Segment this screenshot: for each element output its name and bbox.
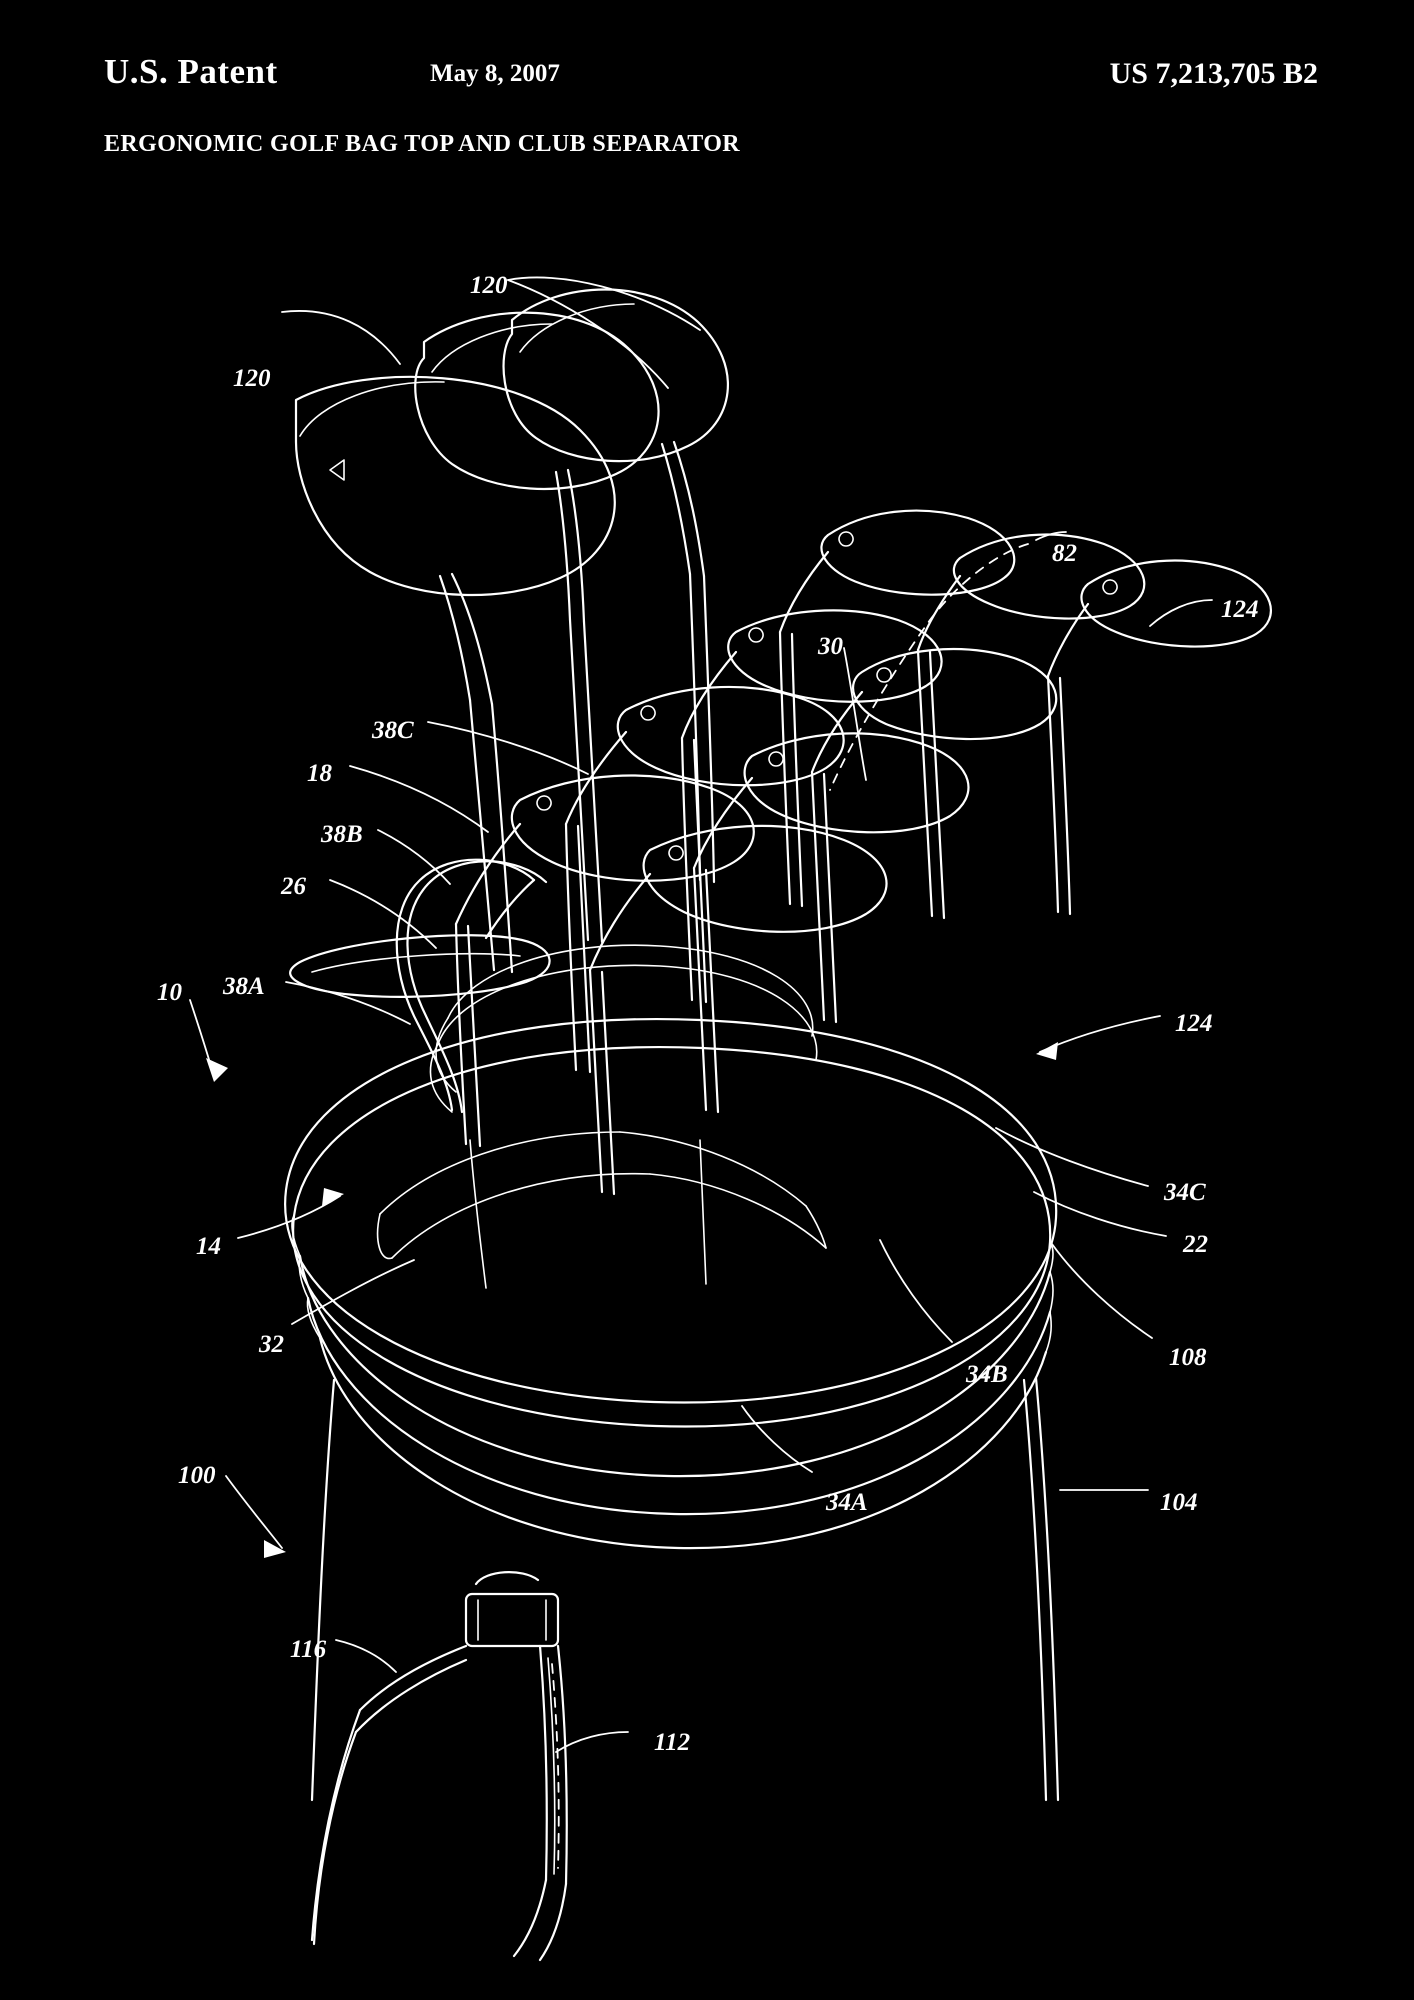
carry-strap xyxy=(312,1572,567,1960)
ref-numeral-34B: 34B xyxy=(966,1361,1008,1388)
club-separator-inner-ring xyxy=(430,945,816,1112)
iron-head-cluster-upper xyxy=(780,511,1271,676)
wood-head-1 xyxy=(296,377,615,704)
bag-top-rim xyxy=(285,1019,1056,1548)
ref-numeral-116: 116 xyxy=(290,1636,327,1663)
ref-numeral-34A: 34A xyxy=(826,1489,868,1516)
club-separator-vanes xyxy=(378,1132,826,1288)
patent-figure xyxy=(0,180,1414,1980)
ref-numeral-22: 22 xyxy=(1183,1231,1208,1258)
ref-numeral-18: 18 xyxy=(307,760,332,787)
patent-date: May 8, 2007 xyxy=(430,60,560,87)
ref-numeral-120-top: 120 xyxy=(470,272,508,299)
iron-head-cluster-lower xyxy=(566,687,968,868)
ref-numeral-34C: 34C xyxy=(1164,1179,1206,1206)
ref-numeral-38B: 38B xyxy=(321,821,363,848)
wood-shafts xyxy=(470,574,714,972)
ref-numeral-26: 26 xyxy=(281,873,306,900)
ref-numeral-10: 10 xyxy=(157,979,182,1006)
iron-head-cluster-front xyxy=(456,776,887,971)
ref-numeral-82: 82 xyxy=(1052,540,1077,567)
ref-numeral-108: 108 xyxy=(1169,1344,1207,1371)
ref-numeral-32: 32 xyxy=(259,1331,284,1358)
ref-numeral-100: 100 xyxy=(178,1462,216,1489)
ref-numeral-104: 104 xyxy=(1160,1489,1198,1516)
ref-numeral-38A: 38A xyxy=(223,973,265,1000)
ref-numeral-38C: 38C xyxy=(372,717,414,744)
wood-head-3 xyxy=(504,290,728,577)
ref-numeral-124-lower: 124 xyxy=(1175,1010,1213,1037)
page-title: ERGONOMIC GOLF BAG TOP AND CLUB SEPARATOR xyxy=(104,131,741,157)
ref-numeral-14: 14 xyxy=(196,1233,221,1260)
iron-shafts xyxy=(456,632,1070,1194)
patent-office-label: U.S. Patent xyxy=(104,52,278,91)
ref-numeral-30: 30 xyxy=(818,633,843,660)
ref-numeral-112: 112 xyxy=(654,1729,691,1756)
putter-head xyxy=(290,880,549,997)
iron-head-cluster-middle xyxy=(682,610,1056,772)
ref-numeral-124-upper: 124 xyxy=(1221,596,1259,623)
patent-header xyxy=(0,52,1414,106)
figure-drawing xyxy=(0,180,1414,1980)
ref-numeral-120-left: 120 xyxy=(233,365,271,392)
patent-number: US 7,213,705 B2 xyxy=(1109,57,1318,90)
